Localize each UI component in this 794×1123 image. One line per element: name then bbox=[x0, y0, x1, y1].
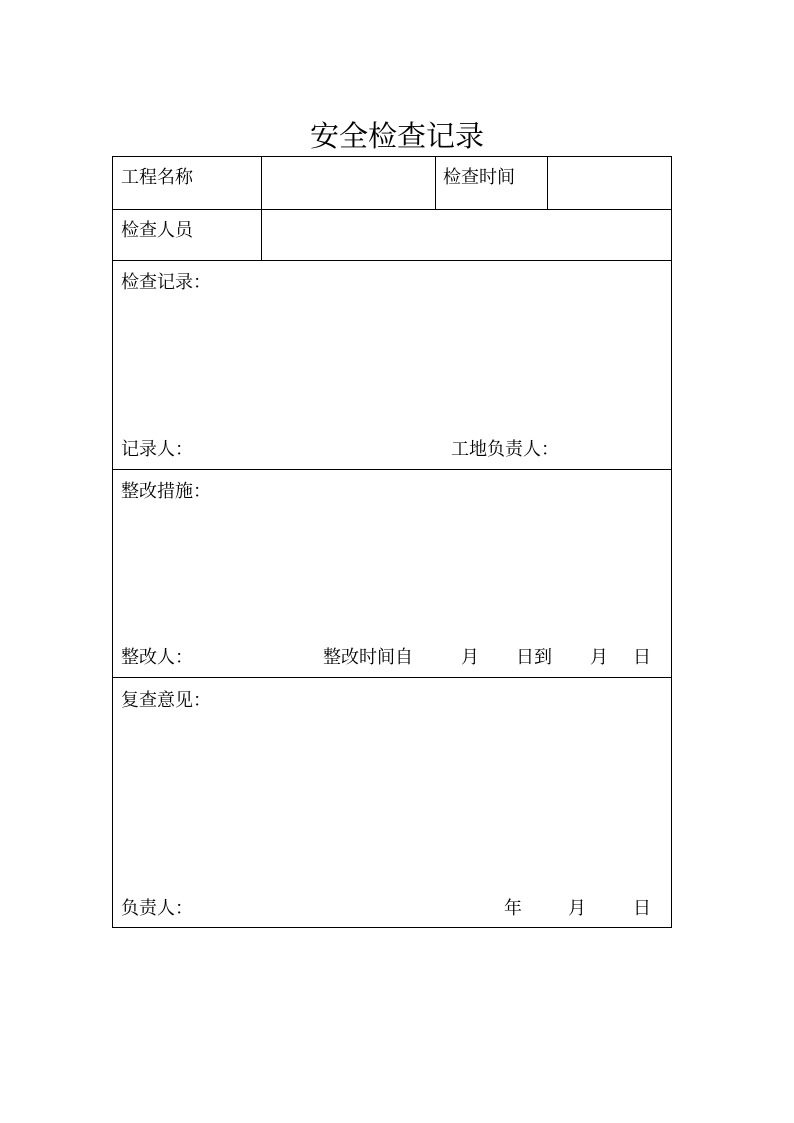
rectification-day-2: 日 bbox=[633, 647, 651, 668]
inspection-record-label: 检查记录： bbox=[121, 272, 211, 293]
page-title: 安全检查记录 bbox=[309, 119, 484, 153]
review-year: 年 bbox=[504, 898, 522, 919]
col-divider-time-label bbox=[435, 157, 436, 209]
rectification-month-2: 月 bbox=[590, 647, 608, 668]
row-divider-1 bbox=[113, 209, 671, 210]
inspectors-label: 检查人员 bbox=[121, 220, 193, 241]
rectifier-label: 整改人： bbox=[121, 647, 193, 668]
review-month: 月 bbox=[568, 898, 586, 919]
col-divider-label bbox=[261, 157, 262, 261]
responsible-person-label: 负责人： bbox=[121, 898, 193, 919]
inspection-time-label: 检查时间 bbox=[443, 167, 515, 188]
project-name-label: 工程名称 bbox=[121, 167, 193, 188]
rectification-measures-label: 整改措施： bbox=[121, 481, 211, 502]
row-divider-4 bbox=[113, 677, 671, 678]
rectification-period-from: 整改时间自 bbox=[323, 647, 413, 668]
site-manager-label: 工地负责人： bbox=[451, 439, 559, 460]
rectification-month-1: 月 bbox=[461, 647, 479, 668]
review-day: 日 bbox=[633, 898, 651, 919]
row-divider-3 bbox=[113, 469, 671, 470]
rectification-day-to: 日到 bbox=[516, 647, 552, 668]
row-divider-2 bbox=[113, 260, 671, 261]
review-opinion-label: 复查意见： bbox=[121, 690, 211, 711]
recorder-label: 记录人： bbox=[121, 439, 193, 460]
col-divider-time-value bbox=[547, 157, 548, 209]
inspection-form bbox=[112, 156, 672, 928]
